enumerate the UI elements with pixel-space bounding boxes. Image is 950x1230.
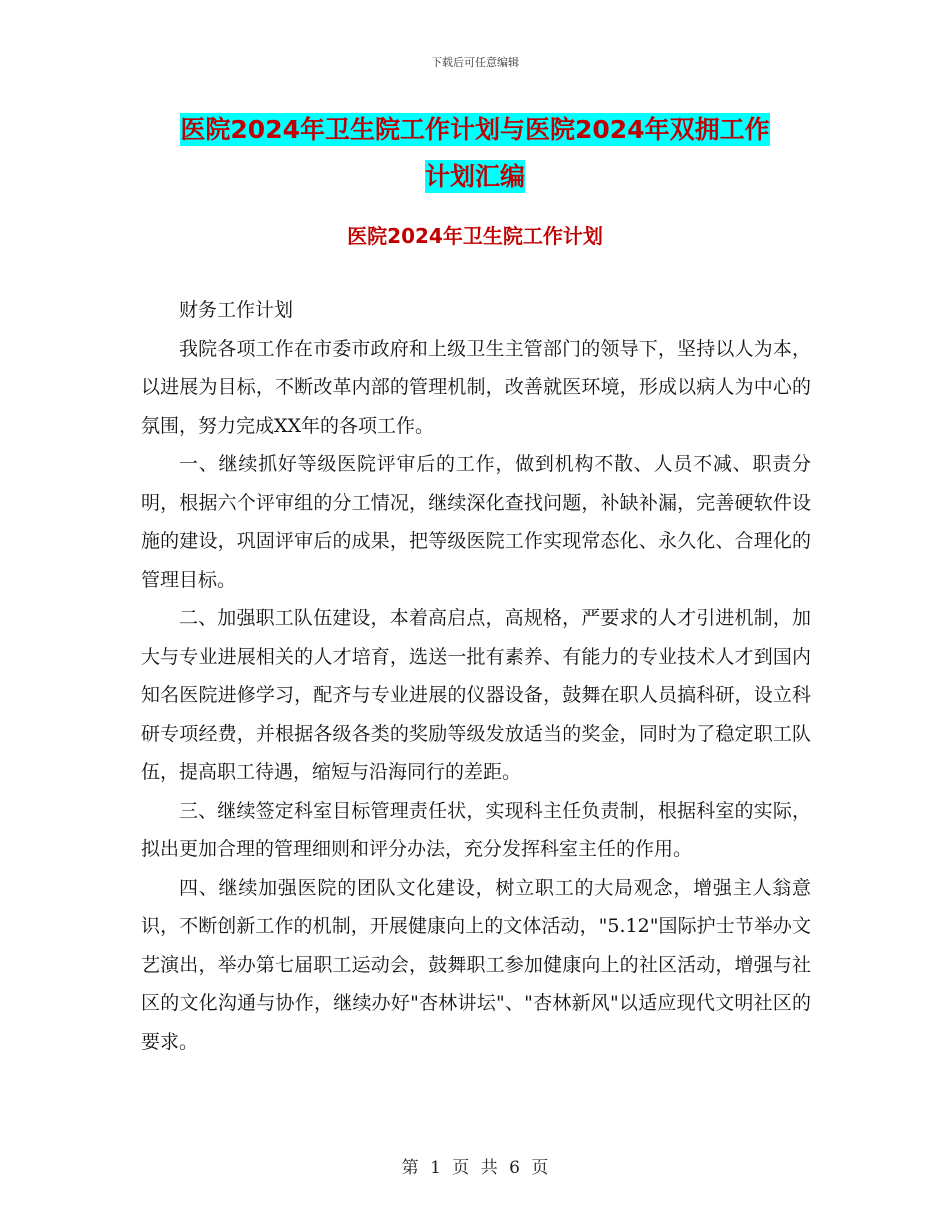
document-title-line1: 医院2024年卫生院工作计划与医院2024年双拥工作 (180, 115, 770, 144)
paragraph: 财务工作计划 (179, 299, 294, 321)
document-body (141, 291, 811, 1061)
paragraph: 一、继续抓好等级医院评审后的工作，做到机构不散、人员不减、职责分明，根据六个评审组的分工情况，继续深化查找问题，补缺补漏，完善硬软件设施的建设，巩固评审后的成果，把等级医院工作实现常态化、永久化、合理化的管理目标。 (141, 453, 811, 591)
document-title (140, 106, 810, 200)
page-number: 第 1 页 共 6 页 (401, 1158, 549, 1178)
section-title: 医院2024年卫生院工作计划 (347, 224, 603, 248)
paragraph: 三、继续签定科室目标管理责任状，实现科主任负责制，根据科室的实际，拟出更加合理的管理细则和评分办法，充分发挥科室主任的作用。 (141, 799, 811, 860)
header-note: 下载后可任意编辑 (431, 56, 519, 69)
paragraph: 二、加强职工队伍建设，本着高启点，高规格，严要求的人才引进机制，加大与专业进展相关的人才培育，选送一批有素养、有能力的专业技术人才到国内知名医院进修学习，配齐与专业进展的仪器设备，鼓舞在职人员搞科研，设立科研专项经费，并根据各级各类的奖励等级发放适当的奖金，同时为了稳定职工队伍，提高职工待遇，缩短与沿海同行的差距。 (141, 607, 811, 783)
paragraph: 四、继续加强医院的团队文化建设，树立职工的大局观念，增强主人翁意识，不断创新工作的机制，开展健康向上的文体活动，"5.12"国际护士节举办文艺演出，举办第七届职工运动会，鼓舞职工参加健康向上的社区活动，增强与社区的文化沟通与协作，继续办好"杏林讲坛"、"杏林新风"以适应现代文明社区的要求。 (141, 876, 811, 1053)
paragraph: 我院各项工作在市委市政府和上级卫生主管部门的领导下，坚持以人为本，以进展为目标，不断改革内部的管理机制，改善就医环境，形成以病人为中心的氛围，努力完成XX年的各项工作。 (141, 337, 811, 437)
document-title-line2: 计划汇编 (424, 162, 525, 191)
